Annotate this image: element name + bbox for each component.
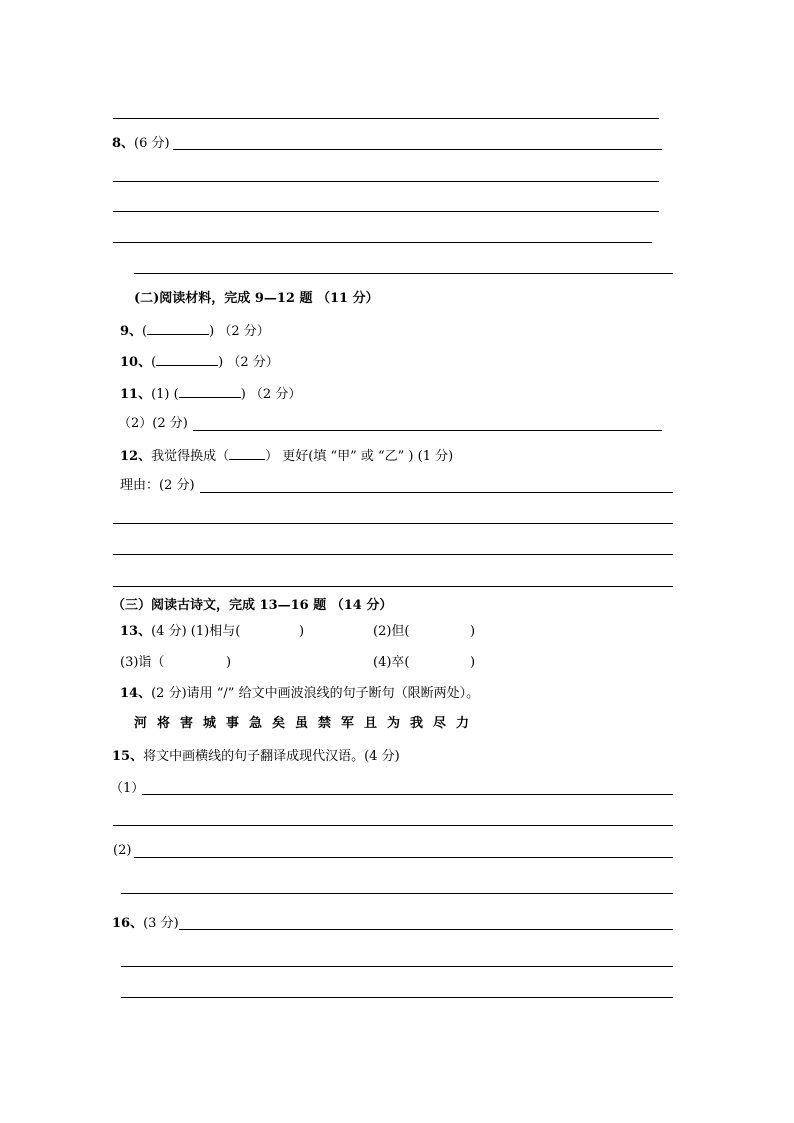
question-number: 8、 [112, 136, 135, 151]
question-item: (4)卒( [373, 655, 410, 670]
section-heading: （三）阅读古诗文，完成 13—16 题 （14 分） [112, 598, 393, 613]
question-text: 我觉得换成（ [151, 449, 230, 464]
answer-paren-close: ) [299, 624, 305, 639]
question-number: 11、 [120, 387, 152, 402]
question-paren: (1) ( [151, 387, 179, 402]
question-8 [112, 136, 170, 152]
answer-blank[interactable] [147, 322, 209, 335]
answer-line[interactable] [121, 966, 673, 967]
question-11 [120, 385, 301, 403]
answer-line[interactable] [179, 929, 673, 930]
question-number: 14、 [120, 686, 152, 701]
sub-label: (2) [113, 843, 132, 858]
question-item: (2)但( [373, 624, 410, 639]
answer-line[interactable] [113, 118, 659, 119]
question-item: (3)诣（ [120, 655, 165, 670]
question-11-part-2: （2）(2 分) [118, 416, 188, 431]
answer-paren-close: ) [470, 655, 476, 670]
answer-blank[interactable] [229, 447, 265, 460]
reason-label: 理由：(2 分) [120, 478, 195, 493]
answer-line[interactable] [200, 492, 673, 493]
question-score: ) （2 分） [209, 324, 270, 339]
answer-line[interactable] [134, 273, 673, 274]
question-text: (2 分)请用 “/” 给文中画波浪线的句子断句（限断两处）。 [151, 686, 480, 701]
answer-line[interactable] [113, 586, 673, 587]
answer-line[interactable] [113, 554, 673, 555]
question-number: 10、 [120, 355, 152, 370]
answer-blank[interactable] [179, 385, 241, 398]
answer-paren-close: ) [226, 655, 232, 670]
question-13 [120, 624, 240, 640]
question-text: 将文中画横线的句子翻译成现代汉语。(4 分) [143, 749, 400, 764]
question-number: 16、 [112, 916, 144, 931]
answer-line[interactable] [113, 825, 673, 826]
question-10 [120, 353, 279, 371]
answer-line[interactable] [193, 430, 662, 431]
answer-line[interactable] [113, 523, 673, 524]
question-score: (6 分) [134, 136, 170, 151]
question-score: ) （2 分） [240, 387, 302, 402]
question-16 [112, 916, 179, 932]
question-score: (3 分) [143, 916, 179, 931]
answer-line[interactable] [113, 181, 659, 182]
question-9 [120, 322, 270, 340]
sub-label: （1） [110, 781, 145, 796]
question-15 [112, 749, 400, 765]
answer-blank[interactable] [156, 353, 218, 366]
question-14 [120, 686, 479, 702]
classical-sentence[interactable]: 河将害城事急矣虽禁军且为我尽力 [134, 716, 480, 731]
answer-line[interactable] [113, 242, 652, 243]
question-number: 12、 [120, 449, 152, 464]
section-heading: (二)阅读材料，完成 9—12 题 （11 分） [134, 291, 379, 306]
answer-paren-close: ) [470, 624, 476, 639]
question-paren: ( [151, 355, 157, 370]
answer-line[interactable] [173, 149, 662, 150]
question-item: (4 分) (1)相与( [151, 624, 241, 639]
question-score: ) （2 分） [218, 355, 279, 370]
question-number: 9、 [120, 324, 143, 339]
question-number: 13、 [120, 624, 152, 639]
answer-line[interactable] [121, 997, 673, 998]
answer-line[interactable] [134, 857, 673, 858]
answer-line[interactable] [142, 794, 673, 795]
answer-line[interactable] [121, 893, 673, 894]
question-number: 15、 [112, 749, 144, 764]
question-paren: ( [142, 324, 148, 339]
question-text: ） 更好(填 “甲” 或 “乙” ) (1 分) [265, 449, 454, 464]
question-12 [120, 447, 453, 465]
answer-line[interactable] [113, 211, 659, 212]
